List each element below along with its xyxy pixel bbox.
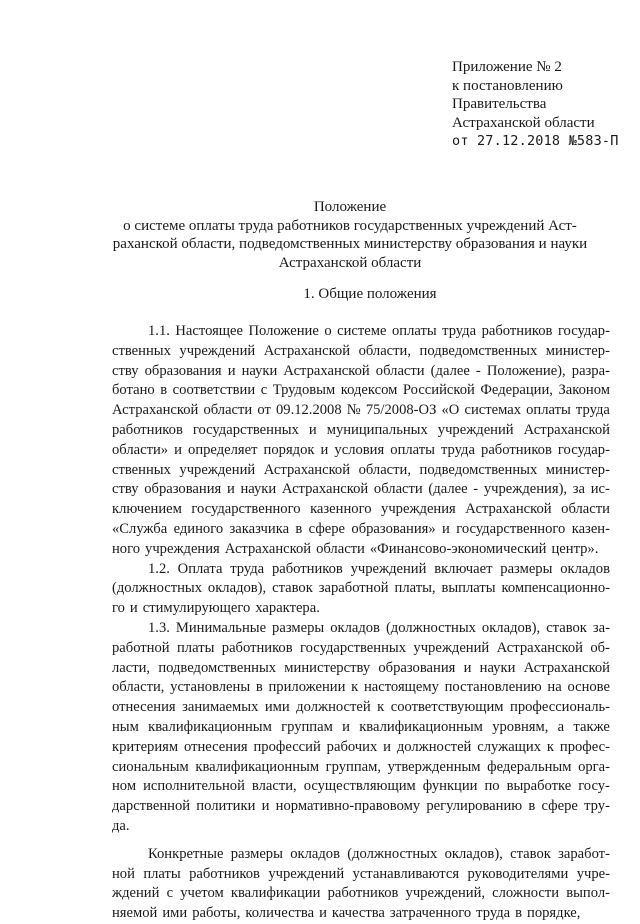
- paragraph-line: 1.3. Минимальные размеры окладов (должностных окладов), ставок за-: [148, 619, 610, 636]
- paragraph-line: ботано в соответствии с Трудовым кодексом Российской Федерации, Законом: [112, 382, 610, 399]
- paragraph-line: ного учреждения Астраханской области «Финансово-экономический центр».: [112, 540, 599, 557]
- document-title: [100, 198, 600, 272]
- paragraph-line: работной платы работников государственных учреждений Астраханской об-: [112, 639, 610, 656]
- paragraph-line: Астраханской области от 09.12.2008 № 75/2008-ОЗ «О системах оплаты труда: [112, 402, 610, 419]
- paragraph-line: ным квалификационным группам и квалификационным уровням, а также: [112, 718, 610, 735]
- paragraph-line: 1.1. Настоящее Положение о системе оплаты труда работников государ-: [148, 323, 610, 339]
- paragraph-line: го и стимулирующего характера.: [112, 600, 320, 617]
- paragraph-line: ственных учреждений Астраханской области, подведомственных министер-: [112, 461, 610, 478]
- paragraph-line: дарственной политики и нормативно-правовому регулированию в сфере тру-: [112, 798, 610, 815]
- annex-line: Астраханской области: [452, 114, 595, 131]
- title-line: раханской области, подведомственных министерству образования и науки: [112, 236, 588, 252]
- paragraph-line: работников государственных и муниципальных учреждений Астраханской: [112, 421, 610, 438]
- title-line: Астраханской области: [278, 254, 422, 271]
- paragraph-line: няемой ими работы, количества и качества затраченного труда в порядке,: [112, 905, 581, 922]
- paragraph-line: ласти, подведомственных министерству образования и науки Астраханской: [112, 659, 610, 676]
- paragraph-line: ственных учреждений Астраханской области, подведомственных министер-: [112, 342, 610, 359]
- annex-block: [452, 58, 619, 151]
- paragraph-line: ключением государственного казенного учреждения Астраханской области: [112, 501, 610, 518]
- paragraph-line: ной платы работников учреждений устанавливаются руководителями учре-: [112, 865, 610, 882]
- paragraph-line: критериям отнесения профессий рабочих и должностей служащих к профес-: [112, 738, 610, 755]
- paragraph-line: Конкретные размеры окладов (должностных окладов), ставок заработ-: [148, 845, 610, 862]
- paragraph-line: ству образования и науки Астраханской области (далее - учреждения), за ис-: [112, 481, 610, 498]
- paragraph: [112, 322, 610, 560]
- paragraph-line: ждений с учетом квалификации работников учреждений, сложности выпол-: [112, 885, 610, 902]
- paragraph-line: отнесения занимаемых ими должностей к соответствующим профессиональ-: [112, 699, 610, 716]
- document-body: [112, 322, 610, 924]
- paragraph-line: (должностных окладов), ставок заработной платы, выплаты компенсационно-: [112, 580, 610, 597]
- paragraph-line: области, установлены в приложении к настоящему постановлению на основе: [112, 679, 610, 696]
- title-line: о системе оплаты труда работников государственных учреждений Аст-: [123, 217, 577, 234]
- annex-line: Правительства: [452, 96, 547, 112]
- paragraph-line: да.: [112, 817, 130, 834]
- section-heading: 1. Общие положения: [303, 286, 437, 302]
- annex-line: Приложение № 2: [452, 59, 562, 75]
- paragraph-line: области» и определяет порядок и условия оплаты труда работников государ-: [112, 441, 610, 458]
- paragraph-line: ству образования и науки Астраханской области (далее - Положение), разра-: [112, 362, 610, 379]
- paragraph-line: «Служба единого заказчика в сфере образования» и государственного казен-: [112, 520, 610, 537]
- title-line: Положение: [313, 199, 387, 215]
- annex-line: к постановлению: [452, 77, 563, 94]
- paragraph: [112, 619, 610, 837]
- paragraph-line: ном исполнительной власти, осуществляющим функции по выработке госу-: [112, 778, 610, 795]
- paragraph-line: сиональным квалификационным группам, утвержденным федеральным орга-: [112, 758, 610, 775]
- paragraph: [112, 560, 610, 619]
- paragraph: [112, 845, 610, 924]
- paragraph-line: 1.2. Оплата труда работников учреждений включает размеры окладов: [148, 560, 610, 577]
- annex-date-line: от 27.12.2018 №583-П: [452, 133, 619, 149]
